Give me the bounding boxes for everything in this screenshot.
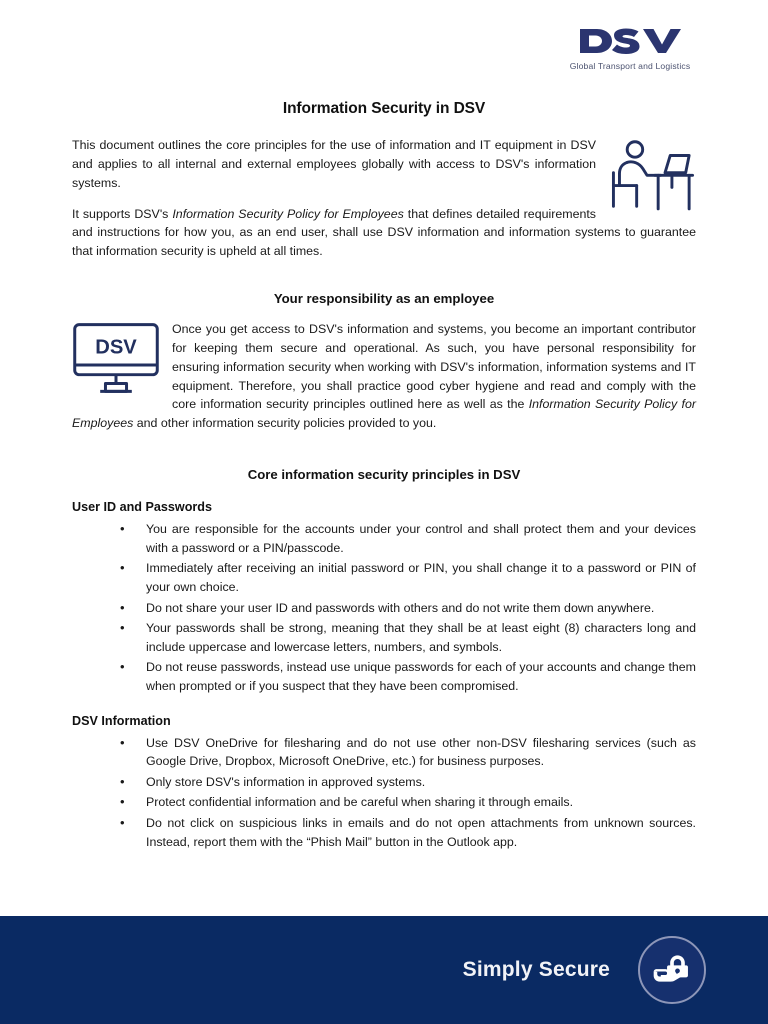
hand-holding-padlock-icon [650,948,694,992]
intro-paragraph-1: This document outlines the core principles for the use of information and IT equipment in DSV and applies to all internal and external employees globally with access to DSV's information systems. [72,138,596,190]
list-item: • Protect confidential information and be careful when sharing it through emails. [120,793,696,812]
core-subsection-user-id [72,500,696,695]
list-item: • Immediately after receiving an initial password or PIN, you shall change it to a password or PIN of your own choice. [120,559,696,596]
list-item: • Do not share your user ID and passwords with others and do not write them down anywhere. [120,599,696,618]
bullet-list-user-id [72,520,696,695]
responsibility-paragraph [72,320,696,433]
list-item: • Do not click on suspicious links in emails and do not open attachments from unknown sources. Instead, report them with the “Phish Mail” button in the Outlook app. [120,814,696,851]
intro-paragraph-2 [72,205,696,262]
policy-reference-italic: Information Security Policy for Employees [172,206,404,221]
dsv-logo-icon [578,26,682,56]
subheading-dsv-information: DSV Information [72,713,171,728]
core-subsection-dsv-information [72,714,696,852]
core-principles-section [72,467,696,851]
simply-secure-seal [638,936,706,1004]
responsibility-heading: Your responsibility as an employee [273,291,495,307]
list-item: • Use DSV OneDrive for filesharing and do not use other non-DSV filesharing services (such as Google Drive, Dropbox, Microsoft OneDrive, etc.) for business purposes. [120,734,696,771]
footer-banner [0,916,768,1024]
list-item: • Your passwords shall be strong, meaning that they shall be at least eight (8) characters long and include uppercase and lowercase letters, numbers, and symbols. [120,619,696,656]
policy-reference-italic-2: Information Security Policy for Employees [72,397,696,431]
bullet-list-dsv-information [72,734,696,852]
core-principles-heading: Core information security principles in DSV [247,467,521,483]
dsv-logo [550,26,710,71]
intro-p2-text-a: It supports DSV's [72,206,173,221]
list-item: • Only store DSV's information in approved systems. [120,773,696,792]
intro-section [72,136,696,261]
list-item: • Do not reuse passwords, instead use unique passwords for each of your accounts and change them when prompted or if you suspect that they have been compromised. [120,658,696,695]
responsibility-text-a: Once you get access to DSV's information and systems, you become an important contributor for keeping them secure and operational. As such, you have personal responsibility for ensuring information security when working with DSV's information, information systems and IT equipment. Therefore, you shall practice good cyber hygiene and read and comply with the core information security principles outlined here as well as the [172,322,696,412]
dsv-monitor-icon [72,322,160,394]
page-title: Information Security in DSV [282,100,486,117]
responsibility-section [72,291,696,433]
subheading-user-id-passwords: User ID and Passwords [72,500,212,515]
responsibility-body [72,320,696,433]
responsibility-text-b: and other information security policies provided to you. [133,416,437,431]
document-content [72,100,696,851]
footer-tagline: Simply Secure [462,958,610,981]
dsv-logo-tagline: Global Transport and Logistics [569,61,691,71]
list-item: • You are responsible for the accounts under your control and shall protect them and your devices with a password or a PIN/passcode. [120,520,696,557]
intro-p2-text-b: that defines detailed requirements and instructions for how you, as an end user, shall use DSV information and information systems to guarantee that information security is upheld at all times. [72,206,696,259]
monitor-dsv-label: DSV [95,336,137,359]
person-at-desk-icon [610,140,696,214]
